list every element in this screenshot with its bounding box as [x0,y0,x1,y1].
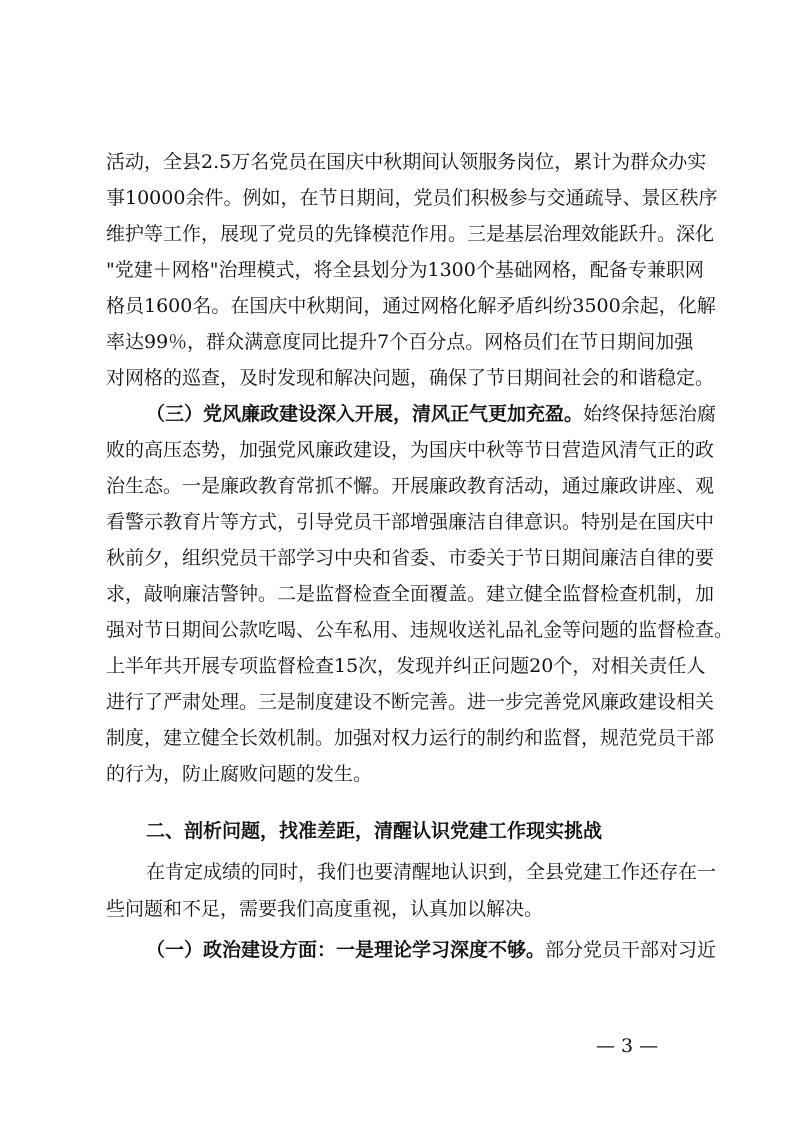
body-line-12: 秋前夕，组织党员干部学习中央和省委、市委关于节日期间廉洁自律的要 [106,547,715,569]
section-3-heading: （三）党风廉政建设深入开展，清风正气更加充盈。 [146,403,584,425]
section-3-text: 始终保持惩治腐 [583,403,717,425]
body-line-11: 看警示教育片等方式，引导党员干部增强廉洁自律意识。特别是在国庆中 [106,511,715,533]
body-line-2: 事10000余件。例如，在节日期间，党员们积极参与交通疏导、景区秩序 [106,187,718,209]
subsection-1-heading: （一）政治建设方面：一是理论学习深度不够。 [146,939,546,961]
section-two-heading: 二、剖析问题，找准差距，清醒认识党建工作现实挑战 [146,820,603,842]
body-line-21: 些问题和不足，需要我们高度重视，认真加以解决。 [106,898,544,920]
body-line-14: 强对节日期间公款吃喝、公车私用、违规收送礼品礼金等问题的监督检查。 [106,619,734,641]
subsection-1-line [146,932,717,968]
body-line-1: 活动，全县2.5万名党员在国庆中秋期间认领服务岗位，累计为群众办实 [106,151,707,173]
body-line-9: 败的高压态势，加强党风廉政建设，为国庆中秋等节日营造风清气正的政 [106,439,715,461]
body-line-6: 率达99％，群众满意度同比提升7个百分点。网格员们在节日期间加强 [106,331,694,353]
body-line-10: 治生态。一是廉政教育常抓不懈。开展廉政教育活动，通过廉政讲座、观 [106,475,715,497]
body-line-17: 制度，建立健全长效机制。加强对权力运行的制约和监督，规范党员干部 [106,727,715,749]
body-line-13: 求，敲响廉洁警钟。二是监督检查全面覆盖。建立健全监督检查机制，加 [106,583,715,605]
body-line-18: 的行为，防止腐败问题的发生。 [106,763,373,785]
body-line-4: "党建＋网格"治理模式，将全县划分为1300个基础网格，配备专兼职网 [106,259,704,281]
section-3-line [146,396,717,432]
subsection-1-text: 部分党员干部对习近 [545,939,717,961]
body-line-16: 进行了严肃处理。三是制度建设不断完善。进一步完善党风廉政建设相关 [106,691,715,713]
body-line-7: 对网格的巡查，及时发现和解决问题，确保了节日期间社会的和谐稳定。 [106,367,715,389]
page-number: — 3 — [596,1035,659,1057]
body-line-15: 上半年共开展专项监督检查15次，发现并纠正问题20个，对相关责任人 [106,655,706,677]
body-line-5: 格员1600名。在国庆中秋期间，通过网格化解矛盾纠纷3500余起，化解 [106,295,716,317]
body-line-20: 在肯定成绩的同时，我们也要清醒地认识到，全县党建工作还存在一 [146,861,717,883]
body-line-3: 维护等工作，展现了党员的先锋模范作用。三是基层治理效能跃升。深化 [106,223,715,245]
